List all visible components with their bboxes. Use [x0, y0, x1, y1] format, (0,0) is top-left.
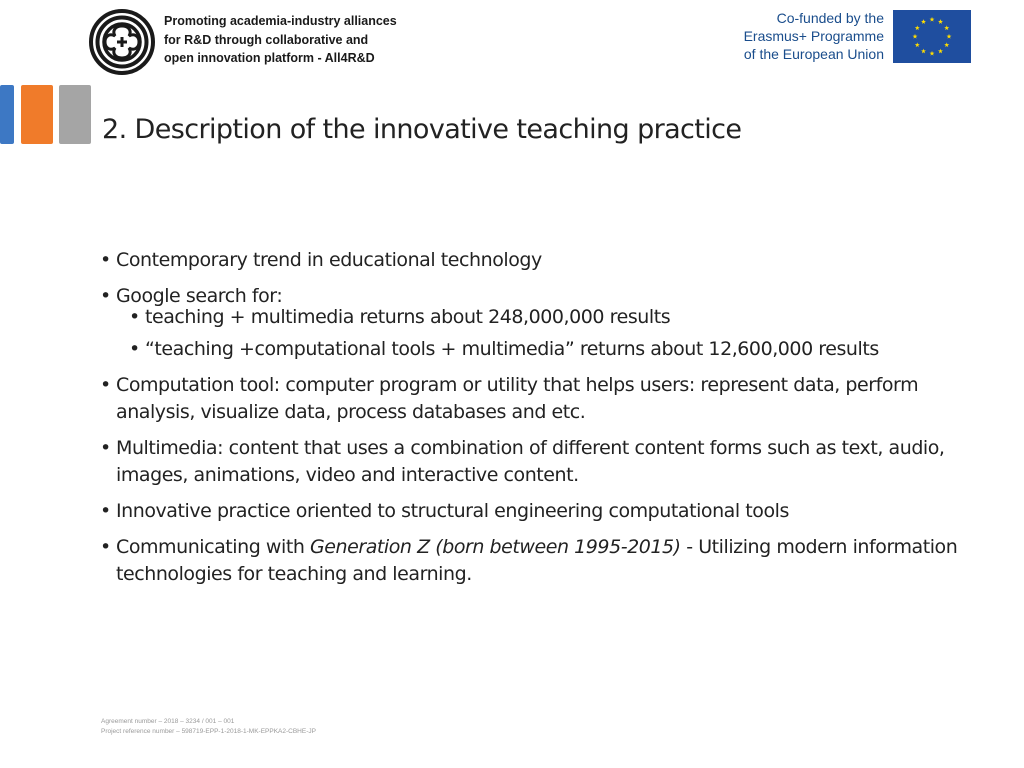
eu-flag-icon	[893, 10, 971, 63]
decor-bar-orange	[21, 85, 53, 144]
eu-text-line: Erasmus+ Programme	[743, 28, 884, 44]
project-title-line: Promoting academia-industry alliances	[164, 14, 397, 28]
generation-z-emphasis: Generation Z (born between 1995-2015)	[310, 536, 681, 558]
bullet-item: • Computation tool: computer program or utility that helps users: represent data, perform analysis, visualize data, process databases and etc.	[100, 372, 960, 426]
decor-bar-blue	[0, 85, 14, 144]
knot-emblem-icon	[89, 9, 155, 75]
slide-title: 2. Description of the innovative teaching practice	[102, 114, 742, 145]
bullet-item: • Multimedia: content that uses a combination of different content forms such as text, audio, images, animations, video and interactive content.	[100, 435, 960, 489]
project-title	[164, 12, 397, 68]
bullet-list	[100, 247, 960, 597]
sub-bullet-item: • “teaching +computational tools + multimedia” returns about 12,600,000 results	[129, 336, 960, 363]
bullet-text-end: - Utilizing modern information technologies for teaching and learning.	[116, 536, 958, 585]
project-title-line: open innovation platform - All4R&D	[164, 51, 375, 65]
eu-funding-statement	[744, 9, 884, 63]
eu-text-line: of the European Union	[743, 46, 884, 62]
agreement-number: Agreement number – 2018 – 3234 / 001 – 001	[101, 718, 235, 725]
project-title-line: for R&D through collaborative and	[164, 32, 369, 47]
bullet-text-start: Communicating with	[116, 536, 311, 558]
decor-bar-gray	[59, 85, 91, 144]
eu-text-line: Co-funded by the	[776, 10, 884, 26]
sub-bullet-item: • teaching + multimedia returns about 248,000,000 results	[129, 304, 960, 331]
project-reference-number: Project reference number – 598719-EPP-1-2018-1-MK-EPPKA2-CBHE-JP	[101, 728, 316, 735]
footer	[101, 717, 316, 737]
bullet-item: • Contemporary trend in educational technology	[100, 247, 960, 274]
bullet-item: • Innovative practice oriented to structural engineering computational tools	[100, 498, 960, 525]
bullet-item: • Google search for:	[100, 283, 960, 310]
bullet-item	[100, 534, 960, 588]
